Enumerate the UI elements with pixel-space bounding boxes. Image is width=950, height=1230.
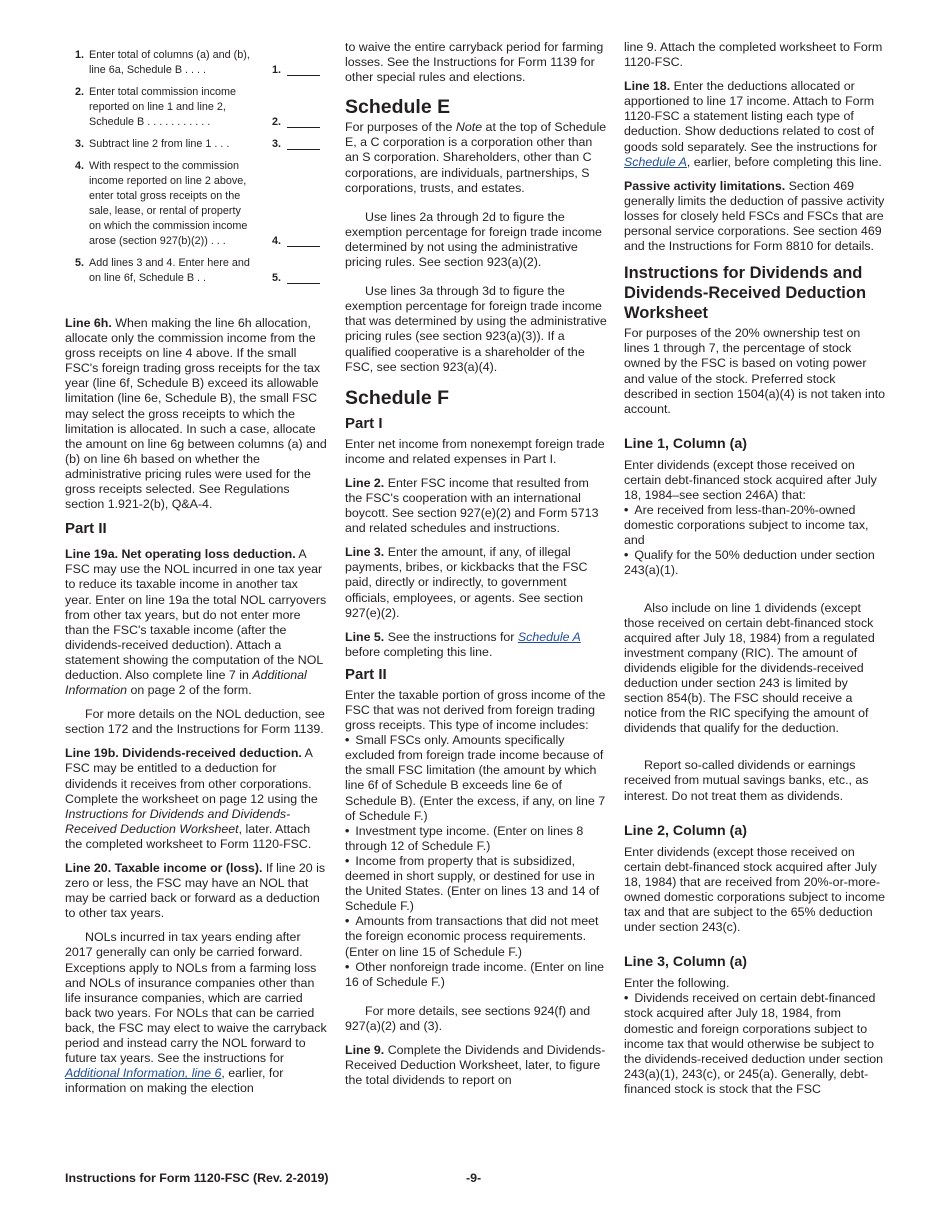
nols-body-end: , earlier, for information on making the election (65, 1066, 284, 1096)
dividends-instructions-ref: Instructions for Dividends and Dividends-Received Deduction Worksheet (65, 806, 291, 836)
worksheet-row-label: 1. (272, 64, 282, 76)
worksheet-row (65, 159, 327, 249)
line-19a-paragraph (65, 547, 327, 698)
line-19a-body: A FSC may use the NOL incurred in one tax year to reduce its taxable income in another tax year. Enter on line 19a the total NOL carryovers from other tax years, but do not enter more than the FSC's taxable income (after the dividends-received deduction). Attach a statement showing the computation of the NOL deduction. Also complete line 7 in (65, 547, 327, 682)
worksheet-row-label: 5. (272, 272, 282, 284)
list-item: • Qualify for the 50% deduction under section 243(a)(1). (624, 548, 886, 578)
nols-paragraph (65, 930, 327, 1096)
ric-paragraph: Also include on line 1 dividends (except those received on certain debt-financed stock acquired after July 18, 1984) from a regulated investment company (RIC). The amount of dividends eligible for the dividends-received deduction under section 243 is limited by section 854(b). The FSC should receive a notice from the RIC specifying the amount of dividends that qualify for the deduction. (624, 600, 875, 736)
list-item: • Investment type income. (Enter on lines 8 through 12 of Schedule F.) (345, 824, 607, 854)
line-19a-body-end: on page 2 of the form. (130, 683, 252, 698)
worksheet-row-label: 2. (272, 116, 282, 128)
part-i-paragraph: Enter net income from nonexempt foreign trade income and related expenses in Part I. (345, 436, 605, 466)
list-item: • Income from property that is subsidized, deemed in short supply, or destined for use in the United States. (Enter on lines 13 and 14 of Schedule F.) (345, 854, 607, 914)
list-item: • Are received from less-than-20%-owned domestic corporations subject to income tax, and (624, 503, 886, 548)
column-1 (65, 40, 327, 1096)
line-1-paragraph: Enter dividends (except those received on certain debt-financed stock acquired after July 18, 1984–see section 246A) that: (624, 457, 877, 502)
line-18-body: Enter the deductions allocated or apportioned to line 17 income. Attach to Form 1120-FSC a statement listing each type of deduction. Show deductions related to cost of goods sold separately. See the instructions for (624, 79, 878, 154)
part-ii-f-paragraph: Enter the taxable portion of gross income of the FSC that was not derived from foreign trading gross receipts. This type of income includes: (345, 687, 606, 733)
sch-f-line-2-body: Enter FSC income that resulted from the FSC's cooperation with an international boycott. See section 927(e)(2) and Form 5713 and related schedules and instructions. (345, 475, 599, 536)
column-2 (345, 40, 607, 1088)
list-item: • Amounts from transactions that did not meet the foreign economic process requirements. (Enter on line 15 of Schedule F.) (345, 914, 607, 959)
list-item: • Other nonforeign trade income. (Enter on line 16 of Schedule F.) (345, 960, 607, 990)
schedule-e-paragraph-3: Use lines 3a through 3d to figure the exemption percentage for foreign trade income that was determined by using the administrative pricing rules (see section 923(a)(3)). If a qualified cooperative is a shareholder of the FSC, see section 923(a)(4). (345, 284, 607, 374)
sch-f-line-3-body: Enter the amount, if any, of illegal payments, bribes, or kickbacks that the FSC paid, directly or indirectly, to government officials, employees, or agents. See section 927(e)(2). (345, 545, 588, 620)
list-item: • Dividends received on certain debt-financed stock acquired after July 18, 1984, from domestic and foreign corporations subject to income tax that would otherwise be subject to the dividends-received deduction under section 243(a)(1), 243(c), or 245(a). Generally, debt-financed stock is stock that the FSC (624, 991, 886, 1097)
sch-f-line-2-paragraph (345, 476, 607, 536)
schedule-e-paragraph-1 (345, 120, 607, 195)
worksheet-entry-line (287, 149, 320, 150)
worksheet-row-label: 3. (272, 138, 282, 150)
mutual-savings-paragraph: Report so-called dividends or earnings received from mutual savings banks, etc., as interest. Do not treat them as dividends. (624, 758, 869, 803)
schedule-e-title: Schedule E (345, 96, 451, 119)
worksheet-row-number: 3. (75, 138, 85, 150)
schedule-e-paragraph-2: Use lines 2a through 2d to figure the exemption percentage for foreign trade income determined by not using the administrative pricing rules. See section 923(a)(2). (345, 209, 602, 270)
part-i-heading: Part I (345, 414, 383, 432)
sch-f-line-3-heading: Line 3. (345, 545, 385, 560)
sch-f-line-9-body: Complete the Dividends and Dividends-Received Deduction Worksheet, later, to figure the total dividends to report on (345, 1042, 606, 1088)
line-6h-body: When making the line 6h allocation, allocate only the commission income from the gross receipts on line 4 above. If the small FSC's foreign trading gross receipts for the tax year (line 6f, Schedule B) exceed its allowable limitation (line 6e, Schedule B), the small FSC may select the gross receipts to which the limitation is allocated. In such a case, allocate the amount on line 6g between columns (a) and (b) on line 6h based on whether the administrative pricing rules were used for the gross receipts selected. See Regulations section 1.921-2(b), Q&A-4. (65, 316, 327, 512)
passive-activity-body: Section 469 generally limits the deduction of passive activity losses for closely held FSCs and FSCs that are personal service corporations. See section 469 and the Instructions for Form 8810 for details. (624, 178, 885, 254)
dividends-instructions-title: Instructions for Dividends and Dividends-Received Deduction Worksheet (624, 264, 867, 323)
schedule-a-link[interactable]: Schedule A (517, 629, 581, 644)
footer-title: Instructions for Form 1120-FSC (Rev. 2-2019) (65, 1171, 329, 1185)
ownership-test-paragraph: For purposes of the 20% ownership test on lines 1 through 7, the percentage of stock owned by the FSC is based on voting power and value of the stock. Preferred stock described in section 1504(a)(4) is not taken into account. (624, 326, 886, 416)
line-19b-heading: Line 19b. Dividends-received deduction. (65, 746, 302, 761)
worksheet-row (65, 256, 327, 286)
line-20-paragraph (65, 861, 327, 921)
sch-f-line-2-heading: Line 2. (345, 475, 385, 490)
worksheet-row (65, 48, 327, 78)
line-1-column-a-heading: Line 1, Column (a) (624, 435, 747, 452)
worksheet-row (65, 85, 327, 130)
sch-f-line-9-paragraph (345, 1043, 607, 1088)
line-6h-heading: Line 6h. (65, 316, 112, 330)
sch-f-line-3-paragraph (345, 545, 607, 620)
worksheet-row-text: With respect to the commission income reported on line 2 above, enter total gross receipts on the sale, lease, or rental of property on which the commission income arose (section 927(b)(2)) . . . (89, 160, 248, 247)
nols-body: NOLs incurred in tax years ending after 2017 generally can only be carried forward. Exceptions apply to NOLs from a farming loss and NOLs of insurance companies other than life insurance companies, which are carried back two years. For NOLs that can be carried back, the FSC may elect to waive the carryback period and instead carry the NOL forward to future tax years. See the instructions for (65, 930, 327, 1066)
line-18-heading: Line 18. (624, 79, 671, 94)
schedule-f-title: Schedule F (345, 386, 450, 409)
line-3-column-a-heading: Line 3, Column (a) (624, 954, 747, 971)
nol-details-paragraph: For more details on the NOL deduction, see section 172 and the Instructions for Form 1139. (65, 707, 325, 737)
worksheet-entry-line (287, 246, 320, 247)
schedule-e-text-cont: at the top of Schedule E, a C corporation is a corporation other than an S corporation. Shareholders, other than C corporations, are individuals, partnerships, S corporations, trusts, and estates. (345, 120, 607, 195)
worksheet-row-text: Enter total of columns (a) and (b), line 6a, Schedule B . . . . (89, 49, 250, 76)
passive-activity-paragraph (624, 179, 886, 254)
worksheet-entry-line (287, 75, 320, 76)
sch-f-line-9-heading: Line 9. (345, 1042, 385, 1057)
schedule-e-text: For purposes of the (345, 120, 453, 135)
commission-worksheet (65, 48, 327, 286)
worksheet-entry-line (287, 283, 320, 284)
note-ref: Note (455, 120, 483, 135)
worksheet-row-number: 4. (75, 160, 85, 172)
additional-information-ref: Additional Information (65, 667, 307, 698)
line-18-paragraph (624, 79, 886, 170)
part-ii-heading: Part II (65, 520, 107, 538)
column-3 (624, 40, 886, 1097)
worksheet-row-label: 4. (272, 235, 282, 247)
line-20-body: If line 20 is zero or less, the FSC may have an NOL that may be carried back or forward as a deduction to other tax years. (65, 861, 326, 921)
worksheet-row-number: 2. (75, 86, 85, 98)
more-details-paragraph: For more details, see sections 924(f) and 927(a)(2) and (3). (345, 1003, 591, 1033)
sch-f-line-5-body: See the instructions for (387, 629, 515, 644)
schedule-a-link[interactable]: Schedule A (624, 154, 687, 169)
line-19b-body: A FSC may be entitled to a deduction for dividends it receives from other corporations. Complete the worksheet on page 12 using the (65, 746, 318, 806)
line-19b-body-end: , later. Attach the completed worksheet to Form 1120-FSC. (65, 821, 312, 851)
line-19b-paragraph (65, 746, 327, 852)
line-2-paragraph: Enter dividends (except those received on certain debt-financed stock acquired after July 18, 1984) that are received from 20%-or-more-owned domestic corporations subject to income tax and that are subject to the 65% deduction under section 243(c). (624, 844, 886, 935)
worksheet-row-number: 5. (75, 257, 85, 269)
list-item: • Small FSCs only. Amounts specifically excluded from foreign trade income because of the small FSC limitation (the amount by which line 6f of Schedule B exceeds line 6e of Schedule B). (Enter the excess, if any, on line 7 of Schedule F.) (345, 733, 607, 824)
line-3-paragraph: Enter the following. (624, 976, 730, 991)
sch-f-line-5-paragraph (345, 630, 607, 660)
line-6h-paragraph (65, 316, 327, 512)
sch-f-line-5-body-end: before completing this line. (345, 644, 493, 659)
passive-activity-heading: Passive activity limitations. (624, 178, 786, 193)
line-2-column-a-heading: Line 2, Column (a) (624, 822, 747, 839)
line-19a-heading: Line 19a. Net operating loss deduction. (65, 547, 296, 562)
line-9-continuation: line 9. Attach the completed worksheet to Form 1120-FSC. (624, 40, 883, 70)
additional-information-link[interactable]: Additional Information, line 6 (65, 1066, 222, 1081)
part-ii-f-heading: Part II (345, 665, 387, 683)
worksheet-entry-line (287, 127, 320, 128)
worksheet-row-text: Subtract line 2 from line 1 . . . (89, 138, 230, 150)
worksheet-row (65, 137, 327, 152)
page-number: -9- (466, 1171, 482, 1185)
line-18-body-end: , earlier, before completing this line. (686, 154, 882, 169)
worksheet-row-number: 1. (75, 49, 85, 61)
worksheet-row-text: Add lines 3 and 4. Enter here and on line 6f, Schedule B . . (89, 257, 250, 284)
worksheet-row-text: Enter total commission income reported on line 1 and line 2, Schedule B . . . . . . . . . . . (89, 86, 237, 128)
carryback-continuation: to waive the entire carryback period for farming losses. See the Instructions for Form 1139 for other special rules and elections. (345, 40, 604, 85)
line-20-heading: Line 20. Taxable income or (loss). (65, 861, 263, 875)
sch-f-line-5-heading: Line 5. (345, 629, 385, 644)
